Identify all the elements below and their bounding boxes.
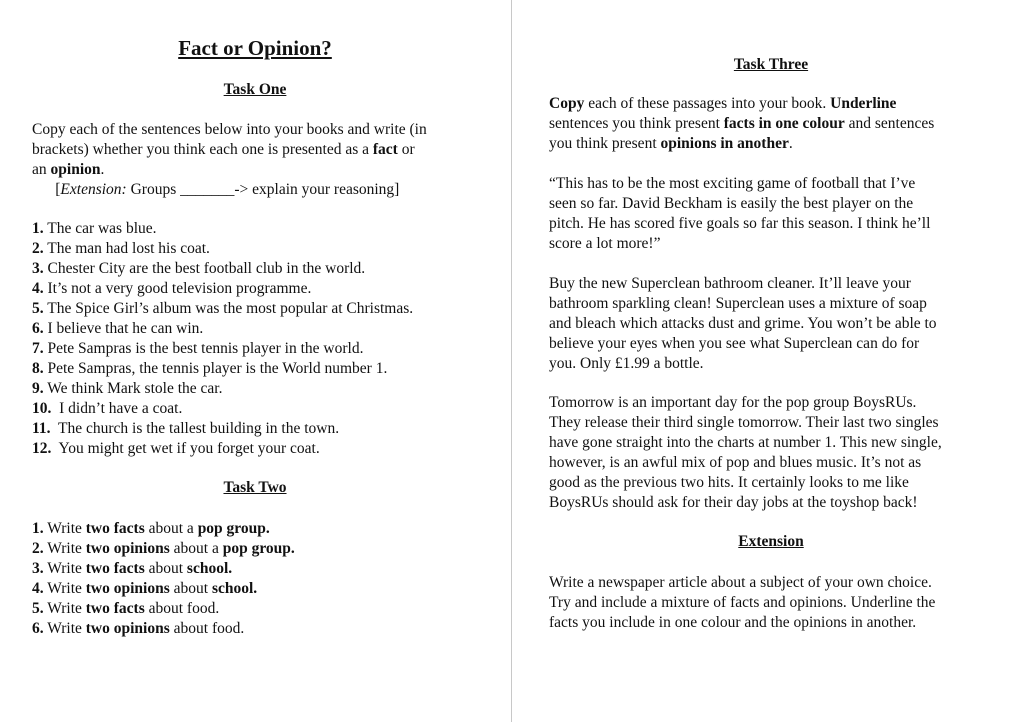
text-span: brackets) whether you think each one is presented as a — [32, 141, 373, 158]
text-span: The church is the tallest building in the town. — [50, 420, 340, 437]
text-line — [549, 613, 935, 633]
text-span: seen so far. David Beckham is easily the best player on the — [549, 195, 914, 212]
text-line — [32, 379, 413, 399]
text-span: Groups _______-> explain your reasoning] — [126, 181, 400, 198]
bold-text: 1. — [32, 220, 44, 237]
text-span: score a lot more!” — [549, 235, 661, 252]
text-span: you. Only £1.99 a bottle. — [549, 355, 704, 372]
bold-text: 6. — [32, 620, 44, 637]
text-line — [549, 593, 935, 613]
text-line — [32, 419, 413, 439]
text-span: have gone straight into the charts at number 1. This new single, — [549, 434, 942, 451]
bold-text: 4. — [32, 580, 44, 597]
bold-text: opinion — [50, 161, 101, 178]
text-span: Write — [43, 560, 86, 577]
text-span: Write — [43, 600, 86, 617]
text-line — [32, 599, 295, 619]
text-span: Buy the new Superclean bathroom cleaner. It’ll leave your — [549, 275, 911, 292]
task-three-heading: Task Three — [733, 56, 809, 73]
bold-text: 3. — [32, 560, 44, 577]
text-line — [32, 339, 413, 359]
text-line — [549, 354, 937, 374]
text-span: It’s not a very good television programme. — [43, 280, 312, 297]
text-span: bathroom sparkling clean! Superclean uses a mixture of soap — [549, 295, 927, 312]
text-span: about food. — [144, 600, 220, 617]
text-line — [549, 234, 930, 254]
text-line — [32, 219, 413, 239]
passage-boysrus — [549, 393, 942, 513]
text-line — [549, 334, 937, 354]
text-span: an — [32, 161, 51, 178]
text-span: good as the previous two hits. It certainly looks to me like — [549, 474, 909, 491]
text-span: BoysRUs should ask for their day jobs at the toyshop back! — [549, 494, 918, 511]
text-span: “This has to be the most exciting game of football that I’ve — [549, 175, 916, 192]
task-one-list — [32, 219, 413, 459]
task-one-instructions — [32, 120, 427, 200]
bold-text: 3. — [32, 260, 44, 277]
bold-text: 4. — [32, 280, 44, 297]
text-span: The man had lost his coat. — [43, 240, 210, 257]
text-line — [549, 94, 934, 114]
text-span: each of these passages into your book. — [584, 95, 831, 112]
bold-text: two opinions — [85, 620, 170, 637]
bold-text: school. — [186, 560, 233, 577]
text-span: about a — [169, 540, 223, 557]
text-span: I believe that he can win. — [43, 320, 204, 337]
text-span: Pete Sampras is the best tennis player in the world. — [43, 340, 364, 357]
text-span: believe your eyes when you see what Superclean can do for — [549, 335, 920, 352]
bold-text: 1. — [32, 520, 44, 537]
bold-text: pop group. — [222, 540, 295, 557]
extension-heading: Extension — [738, 533, 804, 550]
text-line — [549, 214, 930, 234]
page-divider — [511, 0, 512, 722]
page-title: Fact or Opinion? — [178, 36, 332, 60]
bold-text: school. — [211, 580, 258, 597]
text-span: The car was blue. — [43, 220, 157, 237]
text-span: Pete Sampras, the tennis player is the World number 1. — [43, 360, 388, 377]
bold-text: 8. — [32, 360, 44, 377]
text-line — [549, 314, 937, 334]
bold-text: two opinions — [85, 540, 170, 557]
text-span: Copy each of the sentences below into your books and write (in — [32, 121, 427, 138]
bold-text: fact — [372, 141, 398, 158]
bold-text: 7. — [32, 340, 44, 357]
text-line — [32, 359, 413, 379]
text-span: [ — [32, 181, 61, 198]
text-span: or — [397, 141, 415, 158]
text-line — [549, 433, 942, 453]
text-span: facts you include in one colour and the opinions in another. — [549, 614, 917, 631]
text-line — [549, 473, 942, 493]
bold-text: pop group. — [197, 520, 270, 537]
text-line — [32, 559, 295, 579]
passage-football — [549, 174, 930, 254]
text-line — [32, 140, 427, 160]
text-span: about — [144, 560, 187, 577]
text-line — [32, 239, 413, 259]
task-one-heading: Task One — [223, 81, 287, 98]
text-line — [32, 539, 295, 559]
text-line — [549, 493, 942, 513]
passage-superclean — [549, 274, 937, 374]
text-span: Tomorrow is an important day for the pop group BoysRUs. — [549, 394, 917, 411]
bold-text: 2. — [32, 540, 44, 557]
text-span: We think Mark stole the car. — [43, 380, 223, 397]
task-three-instructions — [549, 94, 934, 154]
task-two-list — [32, 519, 295, 639]
text-span: . — [788, 135, 793, 152]
text-line — [32, 579, 295, 599]
text-line — [549, 114, 934, 134]
text-span: about a — [144, 520, 198, 537]
bold-text: 9. — [32, 380, 44, 397]
text-line — [549, 294, 937, 314]
bold-text: two facts — [85, 560, 145, 577]
text-line — [32, 519, 295, 539]
extension-text — [549, 573, 935, 633]
text-line — [32, 319, 413, 339]
text-line — [32, 439, 413, 459]
text-line — [549, 274, 937, 294]
text-line — [32, 259, 413, 279]
text-span: Write — [43, 580, 86, 597]
text-span: Write — [43, 620, 86, 637]
text-line — [32, 399, 413, 419]
text-line — [549, 453, 942, 473]
text-span: You might get wet if you forget your coat. — [51, 440, 320, 457]
text-line — [549, 174, 930, 194]
bold-text: 11. — [32, 420, 51, 437]
text-line — [549, 134, 934, 154]
text-span: however, is an awful mix of pop and blues music. It’s not as — [549, 454, 922, 471]
bold-text: 5. — [32, 300, 44, 317]
text-line — [32, 180, 427, 200]
text-span: . — [100, 161, 105, 178]
text-line — [32, 160, 427, 180]
text-span: and bleach which attacks dust and grime. You won’t be able to — [549, 315, 937, 332]
text-span: Try and include a mixture of facts and opinions. Underline the — [549, 594, 936, 611]
text-line — [549, 573, 935, 593]
text-span: pitch. He has scored five goals so far this season. I think he’ll — [549, 215, 931, 232]
text-line — [549, 393, 942, 413]
bold-text: opinions in another — [660, 135, 789, 152]
text-span: about food. — [169, 620, 245, 637]
bold-text: 10. — [32, 400, 52, 417]
task-two-heading: Task Two — [223, 479, 287, 496]
text-span: and sentences — [844, 115, 935, 132]
italic-text: Extension: — [60, 181, 127, 198]
text-span: Write a newspaper article about a subject of your own choice. — [549, 574, 932, 591]
bold-text: facts in one colour — [723, 115, 845, 132]
bold-text: two facts — [85, 520, 145, 537]
text-span: I didn’t have a coat. — [51, 400, 183, 417]
bold-text: Copy — [549, 95, 585, 112]
text-span: Chester City are the best football club in the world. — [43, 260, 366, 277]
bold-text: 12. — [32, 440, 52, 457]
bold-text: 5. — [32, 600, 44, 617]
bold-text: two facts — [85, 600, 145, 617]
text-line — [32, 619, 295, 639]
text-line — [32, 279, 413, 299]
text-line — [549, 413, 942, 433]
text-span: They release their third single tomorrow. Their last two singles — [549, 414, 939, 431]
text-span: you think present — [549, 135, 661, 152]
bold-text: 6. — [32, 320, 44, 337]
bold-text: 2. — [32, 240, 44, 257]
bold-text: two opinions — [85, 580, 170, 597]
bold-text: Underline — [830, 95, 897, 112]
text-span: Write — [43, 540, 86, 557]
text-span: about — [169, 580, 212, 597]
text-span: sentences you think present — [549, 115, 724, 132]
text-span: The Spice Girl’s album was the most popular at Christmas. — [43, 300, 414, 317]
text-line — [32, 120, 427, 140]
text-span: Write — [43, 520, 86, 537]
text-line — [32, 299, 413, 319]
text-line — [549, 194, 930, 214]
